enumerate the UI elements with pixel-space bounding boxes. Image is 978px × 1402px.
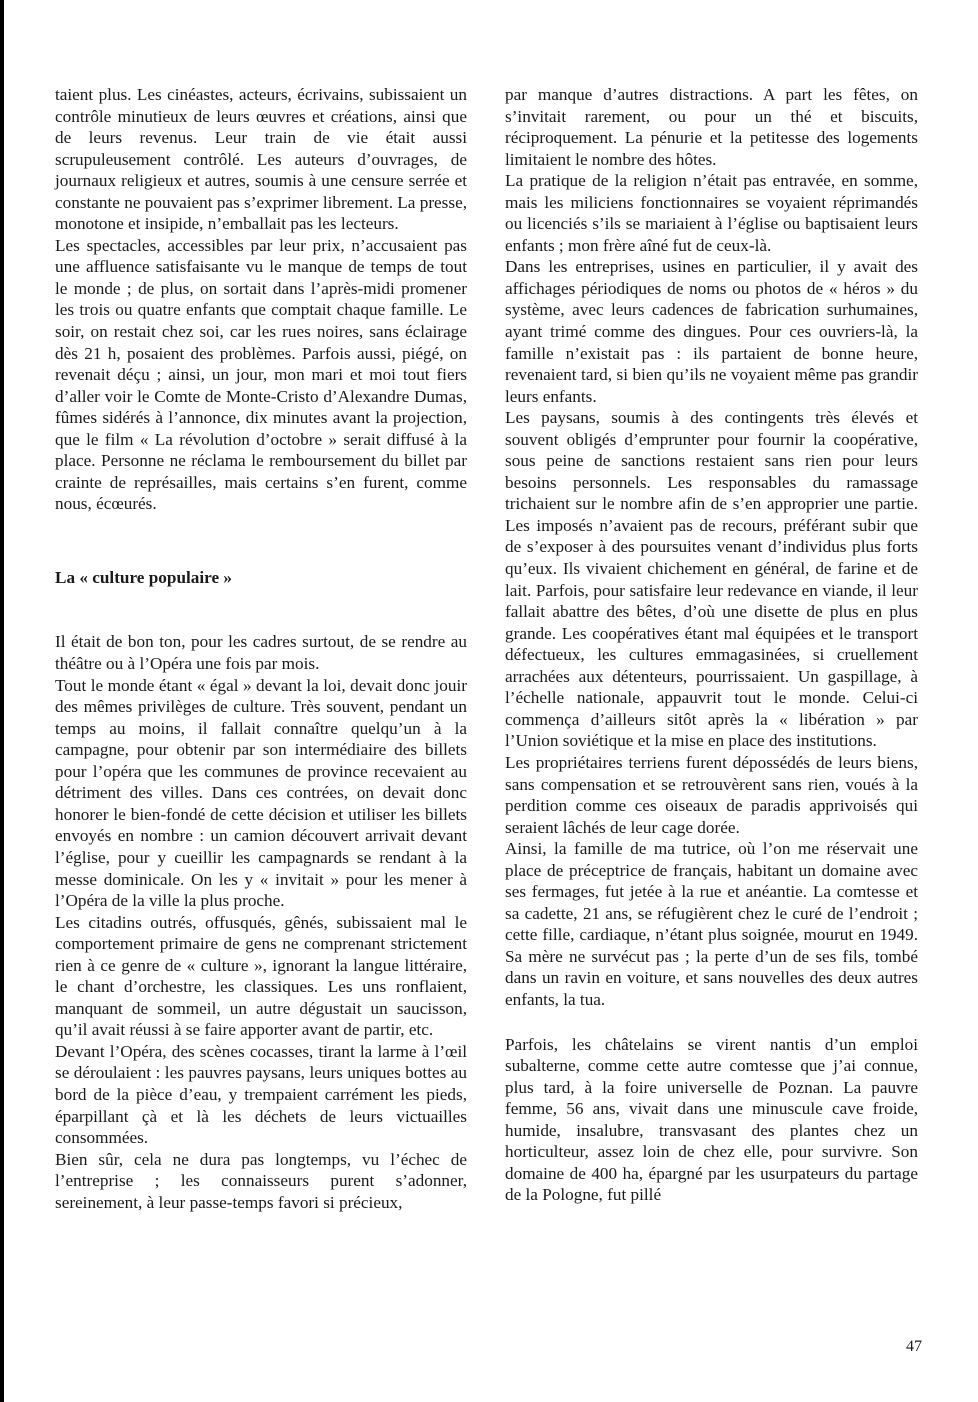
paragraph: taient plus. Les cinéastes, acteurs, écrivains, subissaient un contrôle minutieux de leurs œuvres et créations, ainsi que de leurs revenus. Leur train de vie était aussi scrupuleusement contrôlé. Les auteurs d’ouvrages, de journaux religieux et autres, soumis à une censure serrée et constante ne pouvaient pas s’exprimer librement. La presse, monotone et insipide, n’emballait pas les lecteurs. <box>55 85 467 234</box>
paragraph: Les spectacles, accessibles par leur prix, n’accusaient pas une affluence satisfaisante vu le manque de temps de tout le monde ; de plus, on sortait dans l’après-midi promener les trois ou quatre enfants que comptait chaque famille. Le soir, on restait chez soi, car les rues noires, sans éclairage dès 21 h, posaient des problèmes. Parfois aussi, piégé, on revenait déçu ; ainsi, un jour, mon mari et moi tout fiers d’aller voir le Comte de Monte-Cristo d’Alexandre Dumas, fûmes sidérés à l’annonce, dix minutes avant la projection, que le film « La révolution d’octobre » serait diffusé à la place. Personne ne réclama le remboursement du billet par crainte de représailles, mais certains s’en furent, comme nous, écœurés. <box>55 235 467 514</box>
left-column <box>55 84 467 1213</box>
paragraph: Devant l’Opéra, des scènes cocasses, tirant la larme à l’œil se déroulaient : les pauvres paysans, leurs uniques bottes au bord de la pièce d’eau, y trempaient carrément les pieds, éparpillant çà et là les déchets de leurs victuailles consommées. <box>55 1041 467 1148</box>
paragraph: par manque d’autres distractions. A part les fêtes, on s’invitait rarement, ou pour un thé et biscuits, réciproquement. La pénurie et la petitesse des logements limitaient le nombre des hôtes. <box>505 85 918 169</box>
paragraph: Ainsi, la famille de ma tutrice, où l’on me réservait une place de préceptrice de français, habitant un domaine avec ses fermages, fut jetée à la rue et anéantie. La comtesse et sa cadette, 21 ans, se réfugièrent chez le curé de l’endroit ; cette fille, cardiaque, n’étant plus soignée, mourut en 1949. Sa mère ne survécut pas ; la perte d’un de ses fils, tombé dans un ravin en voiture, et sans nouvelles des deux autres enfants, la tua. <box>505 839 918 1009</box>
page-number: 47 <box>906 1338 922 1355</box>
paragraph: Dans les entreprises, usines en particulier, il y avait des affichages périodiques de noms ou photos de « héros » du système, avec leurs cadences de fabrication surhumaines, ayant trimé comme des dingues. Pour ces ouvriers-là, la famille n’existait pas : ils partaient de bonne heure, revenaient tard, si bien qu’ils ne voyaient même pas grandir leurs enfants. <box>505 257 918 406</box>
right-column <box>505 84 918 1206</box>
paragraph: Les propriétaires terriens furent dépossédés de leurs biens, sans compensation et se retrouvèrent sans rien, voués à la perdition comme ces oiseaux de paradis apprivoisés qui seraient lâchés de leur cage dorée. <box>505 752 918 837</box>
paragraph: Les citadins outrés, offusqués, gênés, subissaient mal le comportement primaire de gens ne comprenant strictement rien à ce genre de « culture », ignorant la langue littéraire, le chant d’orchestre, les classiques. Les uns ronflaient, manquant de sommeil, un autre dégustait un saucisson, qu’il avait réussi à se faire apporter avant de partir, etc. <box>55 912 467 1040</box>
page-edge <box>0 0 4 1402</box>
paragraph: Il était de bon ton, pour les cadres surtout, de se rendre au théâtre ou à l’Opéra une fois par mois. <box>55 632 467 674</box>
paragraph: Les paysans, soumis à des contingents très élevés et souvent obligés d’emprunter pour fournir la coopérative, sous peine de sanctions restaient sans rien pour leurs besoins personnels. Les responsables du ramassage trichaient sur le nombre afin de s’en approprier une partie. Les imposés n’avaient pas de recours, préférant subir que de s’exposer à des poursuites venant d’individus plus forts qu’eux. Ils vivaient chichement en général, de farine et de lait. Parfois, pour satisfaire leur redevance en viande, il leur fallait abattre des bêtes, d’où une disette de plus en plus grande. Les coopératives étant mal équipées et le transport défectueux, les cultures emmagasinées, si cruellement arrachées aux détenteurs, pourrissaient. Un gaspillage, à l’échelle nationale, appauvrit tout le monde. Celui-ci commença d’ailleurs sitôt après la « libération » par l’Union soviétique et la mise en place des institutions. <box>505 408 918 751</box>
section-heading: La « culture populaire » <box>55 567 232 587</box>
paragraph: Bien sûr, cela ne dura pas longtemps, vu l’échec de l’entreprise ; les connaisseurs purent s’adonner, sereinement, à leur passe-temps favori si précieux, <box>55 1149 467 1212</box>
paragraph: La pratique de la religion n’était pas entravée, en somme, mais les miliciens fonctionnaires se voyaient réprimandés ou licenciés s’ils se mariaient à l’église ou baptisaient leurs enfants ; mon frère aîné fut de ceux-là. <box>505 171 918 255</box>
paragraph: Tout le monde étant « égal » devant la loi, devait donc jouir des mêmes privilèges de culture. Très souvent, pendant un temps au moins, il fallait connaître quelqu’un à la campagne, pour obtenir par son intermédiaire des billets pour l’opéra que les communes de province recevaient au détriment des villes. Dans ces contrées, on devait donc honorer le bien-fondé de cette décision et utiliser les billets envoyés en nombre : un camion découvert arrivait devant l’église, pour y cueillir les campagnards se rendant à la messe dominicale. On les y « invitait » pour les mener à l’Opéra de la ville la plus proche. <box>55 675 467 911</box>
paragraph: Parfois, les châtelains se virent nantis d’un emploi subalterne, comme cette autre comtesse que j’ai connue, plus tard, à la foire universelle de Poznan. La pauvre femme, 56 ans, vivait dans une minuscule cave froide, humide, insalubre, transvasant des plantes chez un horticulteur, assez loin de chez elle, pour survivre. Son domaine de 400 ha, épargné par les usurpateurs du partage de la Pologne, fut pillé <box>505 1034 918 1205</box>
